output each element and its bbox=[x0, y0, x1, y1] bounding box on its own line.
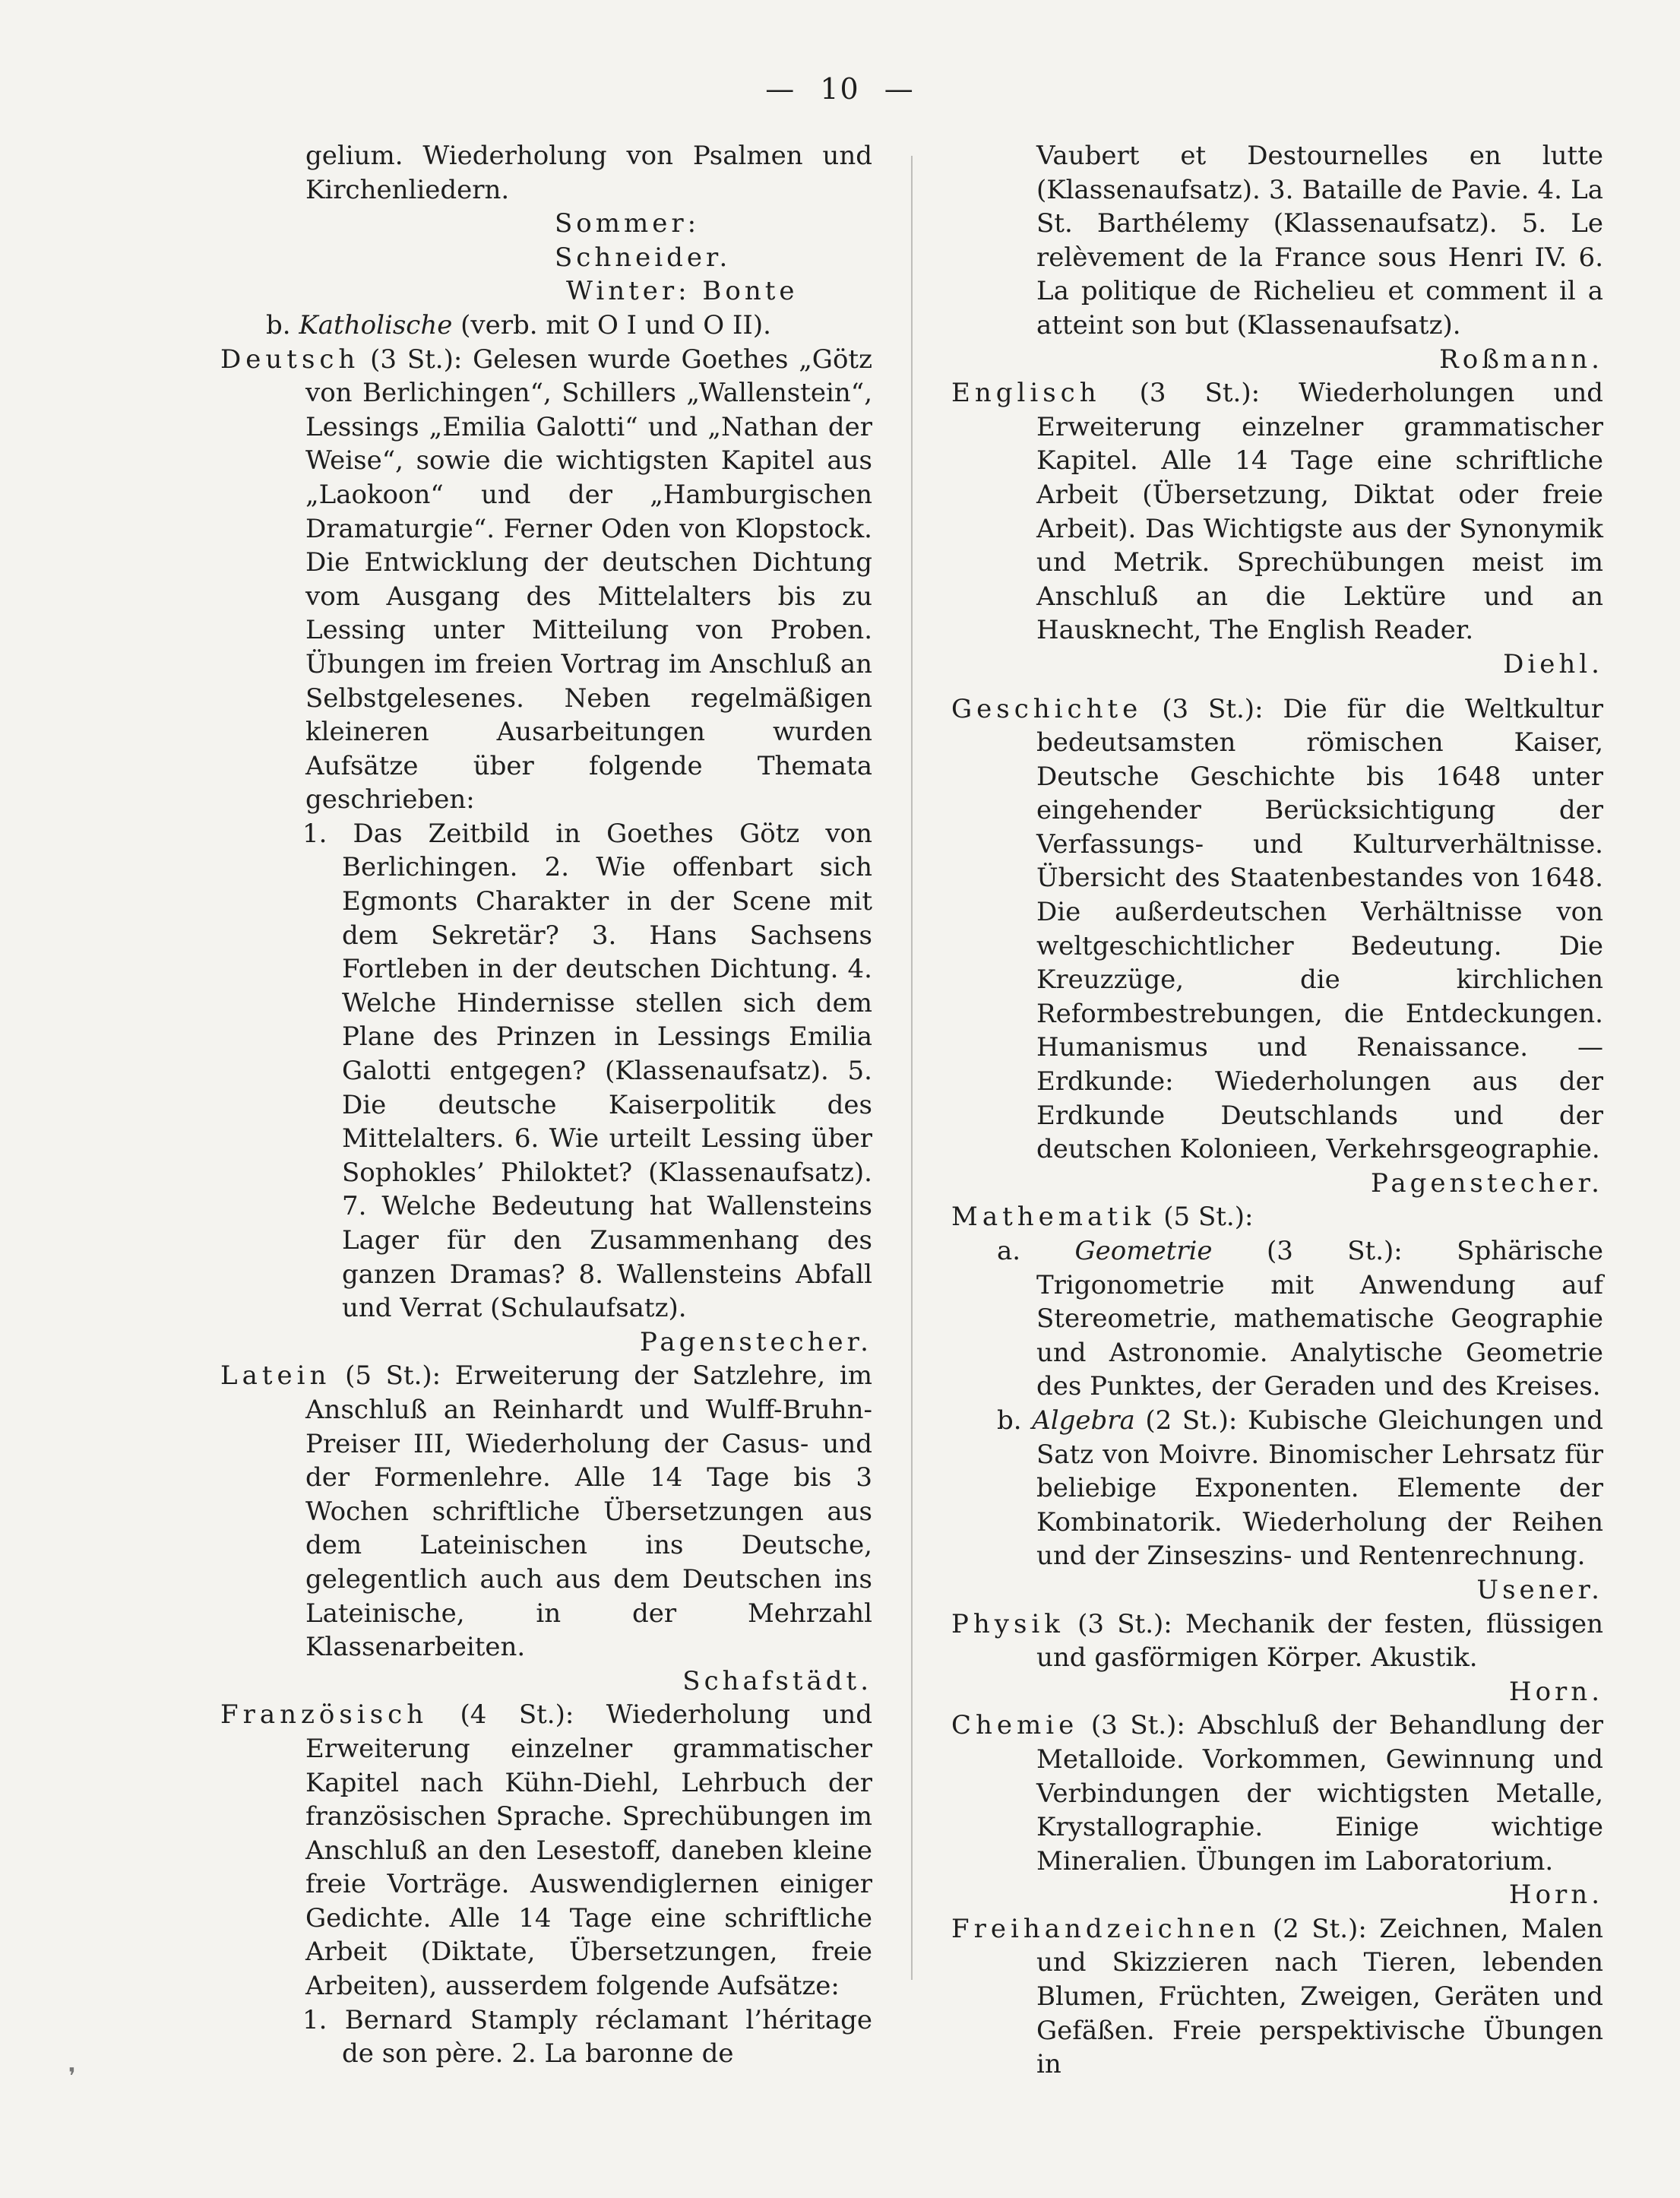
left-column bbox=[220, 139, 872, 2071]
geometry-body: (3 St.): Sphärische Trigonometrie mit Anwendung auf Stereometrie, mathematische Geographie und Astronomie. Analytische Geometrie des Punktes, der Geraden und des Kreises. bbox=[1036, 1236, 1604, 1402]
math-signature: Usener. bbox=[1476, 1574, 1603, 1605]
frei-section bbox=[951, 1912, 1603, 2082]
math-geometry bbox=[951, 1234, 1603, 1404]
religion-teacher-winter: Winter: Bonte bbox=[566, 276, 799, 307]
math-algebra bbox=[951, 1404, 1603, 1573]
franz-signature: Roßmann. bbox=[1439, 344, 1603, 375]
chem-body: (3 St.): Abschluß der Behandlung der Metalloide. Vorkommen, Gewinnung und Verbindungen der wichtigsten Metalle, Krystallographie. Einige wichtige Mineralien. Übungen im Laboratorium. bbox=[1036, 1710, 1603, 1877]
deutsch-heading: Deutsch bbox=[220, 344, 360, 375]
franz-cont-text: Vaubert et Destournelles en lutte (Klassenaufsatz). 3. Bataille de Pavie. 4. La St. Barthélemy (Klassenaufsatz). 5. Le relèvement de la France sous Henri IV. 6. La politique de Richelieu et comment il a atteint son but (Klassenaufsatz). bbox=[1036, 141, 1603, 340]
geometry-word: Geometrie bbox=[1074, 1236, 1213, 1266]
engl-signature: Diehl. bbox=[1503, 648, 1603, 679]
engl-heading: Englisch bbox=[951, 378, 1101, 409]
franz-heading: Französisch bbox=[220, 1699, 429, 1731]
phys-body: (3 St.): Mechanik der festen, flüssigen und gasförmigen Körper. Akustik. bbox=[1036, 1608, 1603, 1674]
right-column bbox=[951, 139, 1603, 2082]
gesch-section bbox=[951, 692, 1604, 1199]
math-section bbox=[951, 1200, 1603, 1234]
deutsch-body: (3 St.): Gelesen wurde Goethes „Götz von Berlichingen“, Schillers „Wallenstein“, Lessings „Emilia Galotti“ und „Nathan der Weise“, sowie die wichtigsten Kapitel aus „Laokoon“ und der „Hamburgischen Dramaturgie“. Ferner Oden von Klopstock. Die Entwicklung der deutschen Dichtung vom Ausgang des Mittelalters bis zu Lessing unter Mitteilung von Proben. Übungen im freien Vortrag im Anschluß an Selbstgelesenes. Neben regelmäßigen kleineren Ausarbeitungen wurden Aufsätze über folgende Themata geschrieben: bbox=[305, 344, 873, 816]
religion-teacher-summer: Sommer: Schneider. bbox=[555, 208, 732, 273]
catholic-rest: (verb. mit O I und O II). bbox=[460, 309, 771, 340]
latein-signature: Schafstädt. bbox=[682, 1665, 872, 1696]
frei-heading: Freihandzeichnen bbox=[951, 1913, 1261, 1944]
algebra-body: (2 St.): Kubische Gleichungen und Satz von Moivre. Binomischer Lehrsatz für beliebige Exponenten. Elemente der Kombinatorik. Wiederholung der Reihen und der Zinseszins- und Rentenrechnung. bbox=[1036, 1405, 1603, 1572]
chem-section bbox=[951, 1709, 1603, 1878]
chem-heading: Chemie bbox=[951, 1710, 1079, 1741]
catholic-label: b. bbox=[266, 309, 291, 340]
geometry-label: a. bbox=[997, 1236, 1021, 1266]
phys-heading: Physik bbox=[951, 1608, 1065, 1639]
deutsch-signature: Pagenstecher. bbox=[639, 1326, 872, 1357]
franz-section bbox=[220, 1698, 872, 2003]
algebra-label: b. bbox=[997, 1405, 1022, 1436]
math-rest: (5 St.): bbox=[1163, 1202, 1254, 1233]
religion-continuation: gelium. Wiederholung von Psalmen und Kirchenliedern. bbox=[305, 141, 872, 205]
deutsch-themes bbox=[220, 817, 872, 1357]
column-divider bbox=[911, 156, 913, 1980]
deutsch-section bbox=[220, 343, 872, 817]
engl-section bbox=[951, 376, 1603, 648]
page-number: — 10 — bbox=[765, 72, 915, 106]
franz-body: (4 St.): Wiederholung und Erweiterung einzelner grammatischer Kapitel nach Kühn-Diehl, Lehrbuch der französischen Sprache. Sprechübungen im Anschluß an den Lesestoff, daneben kleine freie Vorträge. Auswendiglernen einiger Gedichte. Alle 14 Tage eine schriftliche Arbeit (Diktate, Übersetzungen, freie Arbeiten), ausserdem folgende Aufsätze: bbox=[305, 1699, 872, 2002]
engl-body: (3 St.): Wiederholungen und Erweiterung einzelner grammatischer Kapitel. Alle 14 Tage eine schriftliche Arbeit (Übersetzung, Diktat oder freie Arbeit). Das Wichtigste aus der Synonymik und Metrik. Sprechübungen meist im Anschluß an die Lektüre und an Hausknecht, The English Reader. bbox=[1036, 378, 1603, 646]
religion-catholic bbox=[220, 309, 872, 343]
frei-body: (2 St.): Zeichnen, Malen und Skizzieren nach Tieren, lebenden Blumen, Früchten, Zweigen, Geräten und Gefäßen. Freie perspektivische Übungen in bbox=[1036, 1913, 1603, 2080]
gesch-heading: Geschichte bbox=[951, 693, 1143, 724]
gesch-body: (3 St.): Die für die Weltkultur bedeutsamsten römischen Kaiser, Deutsche Geschichte bis 1648 unter eingehender Berücksichtigung der Verfassungs- und Kulturverhältnisse. Übersicht des Staatenbestandes von 1648. Die außerdeutschen Verhältnisse von weltgeschichtlicher Bedeutung. Die Kreuzzüge, die kirchlichen Reformbestrebungen, die Entdeckungen. Humanismus und Renaissance. — Erdkunde: Wiederholungen aus der Erdkunde Deutschlands und der deutschen Kolonieen, Verkehrsgeographie. bbox=[1036, 693, 1604, 1165]
catholic-word: Katholische bbox=[299, 309, 453, 340]
franz-themes: 1. Bernard Stamply réclamant l’héritage de son père. 2. La baronne de bbox=[302, 2004, 872, 2070]
latein-body: (5 St.): Erweiterung der Satzlehre, im Anschluß an Reinhardt und Wulff-Bruhn-Preiser III, Wiederholung der Casus- und der Formenlehre. Alle 14 Tage bis 3 Wochen schriftliche Übersetzungen aus dem Lateinischen ins Deutsche, gelegentlich auch aus dem Deutschen ins Lateinische, in der Mehrzahl Klassenarbeiten. bbox=[305, 1360, 872, 1663]
margin-mark: ❜ bbox=[68, 2063, 76, 2090]
algebra-word: Algebra bbox=[1032, 1405, 1135, 1436]
latein-section bbox=[220, 1359, 872, 1664]
franz-continuation bbox=[951, 139, 1603, 375]
gesch-signature: Pagenstecher. bbox=[1370, 1167, 1603, 1199]
phys-section bbox=[951, 1607, 1603, 1675]
math-heading: Mathematik bbox=[951, 1202, 1156, 1233]
chem-signature: Horn. bbox=[1508, 1880, 1603, 1911]
deutsch-theme-list: 1. Das Zeitbild in Goethes Götz von Berlichingen. 2. Wie offenbart sich Egmonts Charakter in der Scene mit dem Sekretär? 3. Hans Sachsens Fortleben in der deutschen Dichtung. 4. Welche Hindernisse stellen sich dem Plane des Prinzen in Lessings Emilia Galotti entgegen? (Klassenaufsatz). 5. Die deutsche Kaiserpolitik des Mittelalters. 6. Wie urteilt Lessing über Sophokles’ Philoktet? (Klassenaufsatz). 7. Welche Bedeutung hat Wallensteins Lager für den Zusammenhang des ganzen Dramas? 8. Wallensteins Abfall und Verrat (Schulaufsatz). bbox=[302, 818, 872, 1324]
phys-signature: Horn. bbox=[1508, 1676, 1603, 1707]
latein-heading: Latein bbox=[220, 1360, 331, 1392]
